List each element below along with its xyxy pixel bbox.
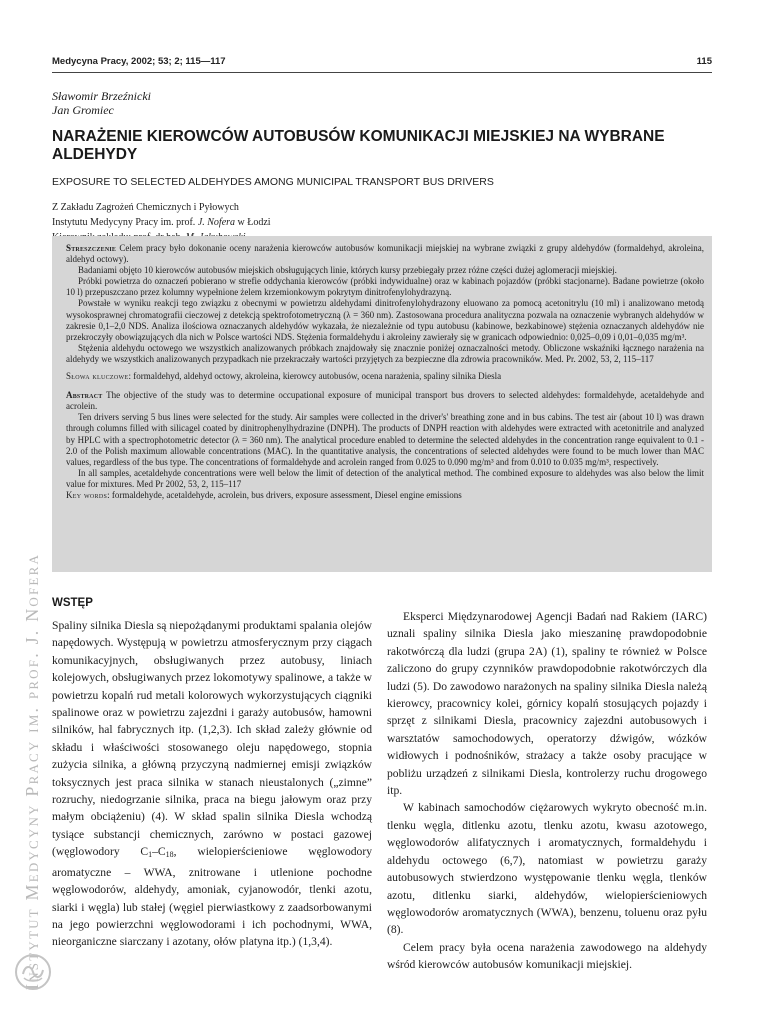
abstract-label: Abstract: [66, 390, 103, 401]
affiliation-line-1: Z Zakładu Zagrożeń Chemicznych i Pyłowych: [52, 202, 239, 213]
authors: [52, 89, 151, 117]
journal-citation: Medycyna Pracy, 2002; 53; 2; 115—117: [52, 56, 226, 67]
article-title-english: EXPOSURE TO SELECTED ALDEHYDES AMONG MUNICIPAL TRANSPORT BUS DRIVERS: [52, 176, 494, 188]
running-header: [52, 56, 712, 67]
streszczenie-paragraph-3: Próbki powietrza do oznaczeń pobierano w strefie oddychania kierowców (próbki indywidualne) oraz w kabinach pojazdów (próbki stacjonarne). Badane powietrze (około 10 l) przepuszczano przez kolumny wypełnione żelem krzemionkowym pokrytym dinitrofenylohydrazyną.: [66, 276, 704, 298]
streszczenie-keywords: Słowa kluczowe: formaldehyd, aldehyd octowy, akroleina, kierowcy autobusów, ocena narażenia, spaliny silnika Diesla: [66, 371, 502, 382]
streszczenie-paragraph-5: Stężenia aldehydu octowego we wszystkich analizowanych próbkach znajdowały się znacznie poniżej oznaczalności metody. Obliczone wskaźniki łącznego narażenia na aldehydy we wszystkich analizowanych przypadkach nie przekraczały wartości przyjętych za bezpieczne dla zdrowia pracowników. Med. Pr. 2002, 53, 2, 115–117: [66, 342, 704, 364]
streszczenie-label: Streszczenie: [66, 243, 117, 253]
body-paragraph: Eksperci Międzynarodowej Agencji Badań nad Rakiem (IARC) uznali spaliny silnika Diesla jako mieszaninę prawdopodobnie rakotwórczą dla ludzi (grupa 2A) (1), spaliny te również w Polsce zaliczono do grupy czynników prawdopodobnie rakotwórczych dla ludzi (5). Do zawodowo narażonych na spaliny silnika Diesla należą kierowcy, pracownicy kolei, górnicy kopalń stosujących pojazdy i sprzęt z silnikami Diesla, pracownicy zajezdni autobusowych i warsztatów samochodowych, operatorzy dźwigów, wózków widłowych i podnośników, strażacy a także osoby pracujące w pobliżu urządzeń z silnikami Diesla, kontrolerzy ruchu drogowego itp.: [387, 610, 707, 798]
body-column-right: [387, 608, 707, 974]
author-1: Sławomir Brzeźnicki: [52, 89, 151, 103]
abstract-paragraph-3: In all samples, acetaldehyde concentrations were well below the limit of detection of the analytical method. The combined exposure to aldehydes was also below the limit value for mixtures. Med Pr 2002, 53, 2, 115–117: [66, 467, 704, 489]
abstract-box: [52, 236, 712, 572]
abstract-keywords: Key words: formaldehyde, acetaldehyde, acrolein, bus drivers, exposure assessment, Diesel engine emissions: [66, 489, 462, 500]
abstract-paragraph-2: Ten drivers serving 5 bus lines were selected for the study. Air samples were collected in the driver's' breathing zone and in bus cabins. The test air (about 10 l) was drawn through columns filled with silicagel coated by dinitrophenylhydrazine (DNPH). The products of DNPH reaction with aldehydes were extracted with acetonitrile and analyzed by HPLC with a spectrophotometric detector (λ = 360 nm). The analytical procedure enabled to determine the selected aldehydes in the concentration range equivalent to 0.1 - 2.0 of the Polish maximum allowable concentrations (MAC). In the quantitative analysis, the concentrations of selected aldehydes were found to be much lower than MAC values, regardless of the bus type. The concentrations of formaldehyde and acrolein ranged from 0.025 to 0.090 mg/m³ and from 0.010 to 0.035 mg/m³, respectively.: [66, 412, 704, 467]
institute-side-watermark: Instytut Medycyny Pracy im. prof. J. Nofera: [22, 552, 42, 990]
page-number: 115: [696, 56, 712, 67]
body-paragraph: W kabinach samochodów ciężarowych wykryto obecność m.in. tlenku węgla, ditlenku azotu, tlenku azotu, kwasu azotowego, węglowodorów alifatycznych i aromatycznych, formaldehydu i aldehydu octowego (6,7), natomiast w powietrzu garaży autobusowych stwierdzono występowanie tlenku węgla, tlenków azotu, ditlenku siarki, aldehydów, wielopierścieniowych węglowodorów aromatycznych (WWA), benzenu, toluenu oraz pyłu (8).: [387, 801, 707, 937]
abstract-paragraph-1: Abstract The objective of the study was to determine occupational exposure of municipal transport bus drovers to selected aldehydes: formaldehyde, acetaldehyde and acrolein.: [66, 390, 704, 412]
section-heading: WSTĘP: [52, 597, 93, 609]
author-2: Jan Gromiec: [52, 103, 114, 117]
body-paragraph: Celem pracy była ocena narażenia zawodowego na aldehydy wśród kierowców autobusów komunikacji miejskiej.: [387, 940, 707, 972]
streszczenie-paragraph-1: Streszczenie Celem pracy było dokonanie oceny narażenia kierowców autobusów komunikacji miejskiej na wybrane związki z grupy aldehydów (formaldehyd, akroleina, aldehyd octowy).: [66, 243, 704, 265]
body-paragraph: Spaliny silnika Diesla są niepożądanymi produktami spalania olejów napędowych. Występują w powietrzu atmosferycznym przy ciągach komunikacyjnych, obsługiwanych przez autobusy, liniach kolejowych, obsługiwanych przez lokomotywy spalinowe, a także w powietrzu kopalń rud metali kolorowych wykorzystujących ciągniki spalinowe oraz w powietrzu zajezdni i garaży autobusów, hamowni silników, hal fabrycznych itp. (1,2,3). Ich skład zależy głównie od składu i właściwości stosowanego oleju napędowego, stopnia zużycia silnika, a główną przyczyną nadmiernej emisji związków toksycznych jest praca silnika w stanach nieustalonych („zimne” rozruchy, niedogrzanie silnika, praca na biegu jałowym oraz przy małym obciążeniu) (4). W skład spalin silnika Diesla wchodzą tysiące substancji chemicznych, zarówno w postaci gazowej (węglowodory $C_1-C_{18}$, wielopierścieniowe węglowodory aromatyczne – WWA, znitrowane i utlenione pochodne węglowodorów, aldehydy, amoniak, cyjanowodór, tlenki azotu, siarki i węgla) lub stałej (węgiel pierwiastkowy z zaadsorbowanymi na jego powierzchni węglowodorami i ich pochodnymi, WWA, nieorganiczne siarczany i azotany, ołów platyna itp.) (1,3,4).: [52, 619, 372, 949]
header-rule: [52, 72, 712, 73]
streszczenie-paragraph-4: Powstałe w wyniku reakcji tego związku z obecnymi w powietrzu aldehydami dinitrofenylohydrazony eluowano za pomocą acetonitrylu (10 ml) i analizowano metodą wysokosprawnej chromatografii cieczowej z detekcją spektrofotometryczną (λ = 360 nm). Zastosowana procedura analityczna pozwala na oznaczenie wybranych aldehydów w zakresie 0,1–2,0 NDS. Analiza ilościowa oznaczanych aldehydów wykazała, że niezależnie od typu autobusu (kabinowe, bezkabinowe) stężenia oznaczanych aldehydów nie przekroczyły obowiązujących dla nich w Polsce wartości NDS. Stężenia formaldehydu i akroleiny zawierały się w granicach odpowiednio: 0,025–0,09 i 0,01–0,035 mg/m³.: [66, 298, 704, 342]
affiliation-line-2: Instytutu Medycyny Pracy im. prof. J. Nofera w Łodzi: [52, 217, 271, 228]
article-title-polish: NARAŻENIE KIEROWCÓW AUTOBUSÓW KOMUNIKACJI MIEJSKIEJ NA WYBRANE ALDEHYDY: [52, 128, 665, 163]
body-column-left: [52, 617, 372, 951]
institute-logo-icon: [14, 953, 52, 991]
streszczenie-paragraph-2: Badaniami objęto 10 kierowców autobusów miejskich obsługujących linie, których kursy przebiegały przez różne części dużej aglomeracji miejskiej.: [78, 265, 617, 276]
